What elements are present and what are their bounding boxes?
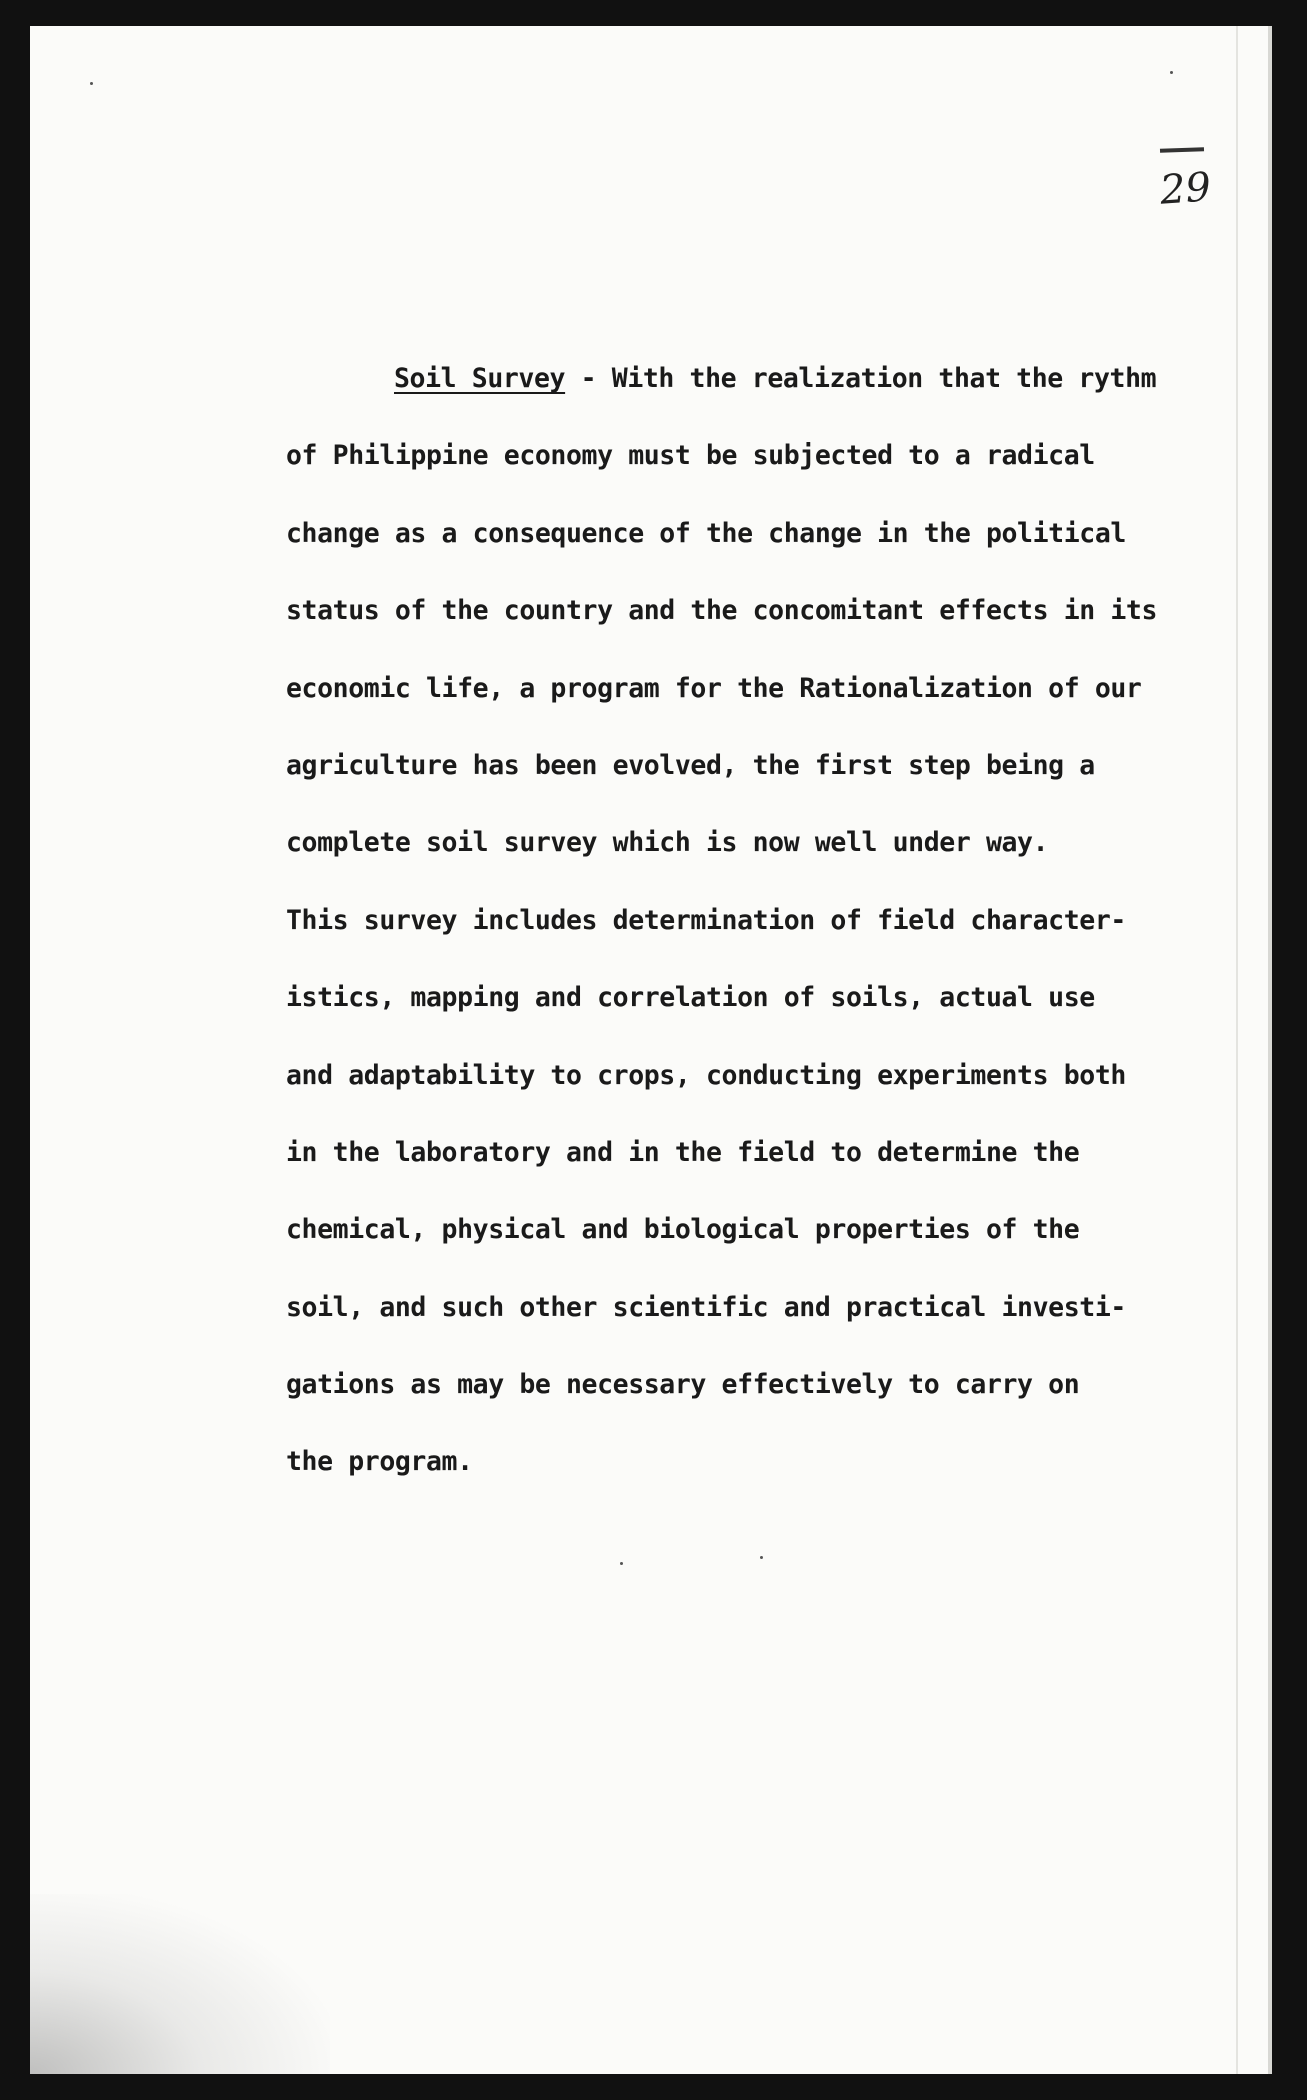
struck-page-number bbox=[1160, 147, 1204, 153]
paragraph-line: istics, mapping and correlation of soils, actual use bbox=[286, 982, 1095, 1014]
paragraph-line: This survey includes determination of field character- bbox=[286, 904, 1126, 936]
speck bbox=[90, 82, 93, 85]
paragraph-line: change as a consequence of the change in the political bbox=[286, 517, 1126, 549]
paragraph-line: in the laboratory and in the field to determine the bbox=[286, 1136, 1080, 1168]
paragraph-line: agriculture has been evolved, the first step being a bbox=[286, 749, 1095, 781]
speck bbox=[760, 1556, 763, 1559]
section-heading: Soil Survey bbox=[394, 363, 566, 394]
paragraph-line: chemical, physical and biological properties of the bbox=[286, 1214, 1080, 1246]
paragraph-line: - With the realization that the rythm bbox=[565, 363, 1157, 394]
body-paragraph bbox=[286, 353, 1206, 1514]
paragraph-line-first bbox=[286, 353, 1206, 430]
page-number: 29 bbox=[1158, 164, 1213, 214]
paragraph-line: of Philippine economy must be subjected to a radical bbox=[286, 440, 1095, 472]
page-edge bbox=[1236, 26, 1238, 2074]
paragraph-line: and adaptability to crops, conducting experiments both bbox=[286, 1059, 1126, 1091]
paragraph-line: status of the country and the concomitant effects in its bbox=[286, 595, 1158, 627]
paragraph-line: gations as may be necessary effectively to carry on bbox=[286, 1369, 1080, 1401]
document-page bbox=[30, 26, 1272, 2074]
paragraph-line: economic life, a program for the Rationalization of our bbox=[286, 672, 1142, 704]
speck bbox=[1170, 71, 1173, 74]
speck bbox=[620, 1562, 623, 1565]
paragraph-line: soil, and such other scientific and practical investi- bbox=[286, 1291, 1126, 1323]
paragraph-line: the program. bbox=[286, 1446, 473, 1478]
paragraph-line: complete soil survey which is now well under way. bbox=[286, 827, 1049, 859]
